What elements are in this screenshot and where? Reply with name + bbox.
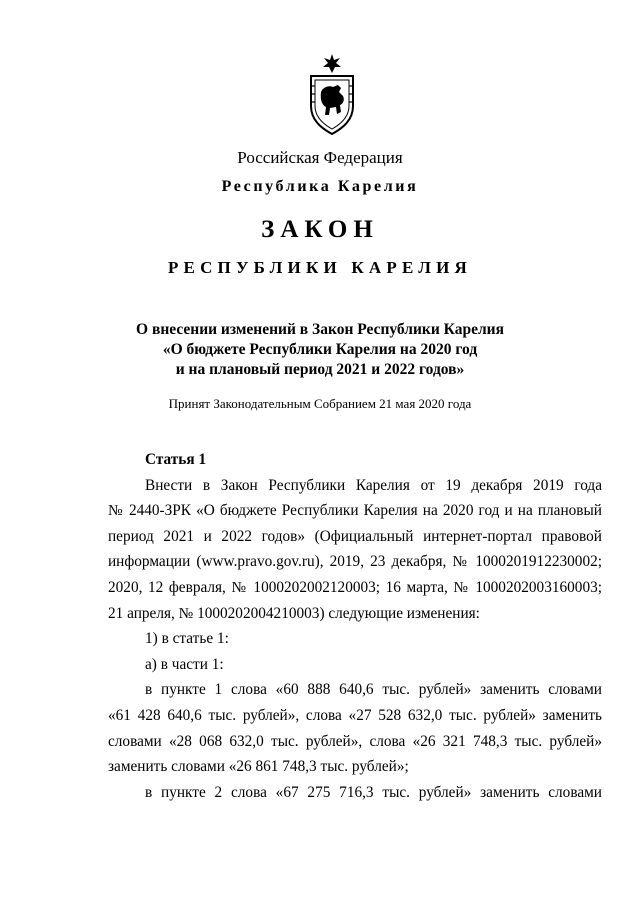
law-heading: ЗАКОН — [261, 216, 379, 243]
coat-of-arms-emblem — [305, 52, 359, 136]
paragraph-line: Внести в Закон Республики Карелия от 19 декабря 2019 года — [145, 476, 602, 494]
paragraph-line: 21 апреля, № 1000202004210003) следующие изменения: — [108, 604, 480, 622]
article-body — [108, 447, 602, 805]
document-title-line-1: О внесении изменений в Закон Республики Карелия — [136, 321, 504, 338]
document-title-line-3: и на плановый период 2021 и 2022 годов» — [175, 361, 465, 378]
paragraph-line: период 2021 и 2022 годов» (Официальный интернет-портал правовой — [108, 527, 602, 545]
paragraph-line: № 2440-ЗРК «О бюджете Республики Карелия на 2020 год и на плановый — [108, 502, 602, 520]
paragraph-line: в пункте 2 слова «67 275 716,3 тыс. рублей» заменить словами — [145, 783, 602, 801]
paragraph-line: заменить словами «26 861 748,3 тыс. рублей»; — [108, 758, 409, 776]
document-title-line-2: «О бюджете Республики Карелия на 2020 год — [162, 341, 478, 358]
article-heading: Статья 1 — [145, 451, 207, 468]
country-name: Российская Федерация — [237, 148, 403, 167]
paragraph-line: в пункте 1 слова «60 888 640,6 тыс. рублей» заменить словами — [145, 681, 602, 699]
law-subheading: РЕСПУБЛИКИ КАРЕЛИЯ — [167, 258, 473, 277]
paragraph-line: 2020, 12 февраля, № 1000202002120003; 16 марта, № 1000202003160003; — [108, 578, 602, 596]
republic-name: Республика Карелия — [221, 178, 419, 195]
paragraph-line: словами «28 068 632,0 тыс. рублей», слова «26 321 748,3 тыс. рублей» — [108, 732, 602, 750]
adoption-note: Принят Законодательным Собранием 21 мая 2020 года — [168, 396, 472, 411]
list-item: а) в части 1: — [145, 655, 224, 673]
list-item: 1) в статье 1: — [145, 630, 229, 648]
paragraph-line: «61 428 640,6 тыс. рублей», слова «27 528 632,0 тыс. рублей» заменить — [108, 706, 602, 724]
paragraph-line: информации (www.pravo.gov.ru), 2019, 23 декабря, № 1000201912230002; — [108, 553, 602, 571]
